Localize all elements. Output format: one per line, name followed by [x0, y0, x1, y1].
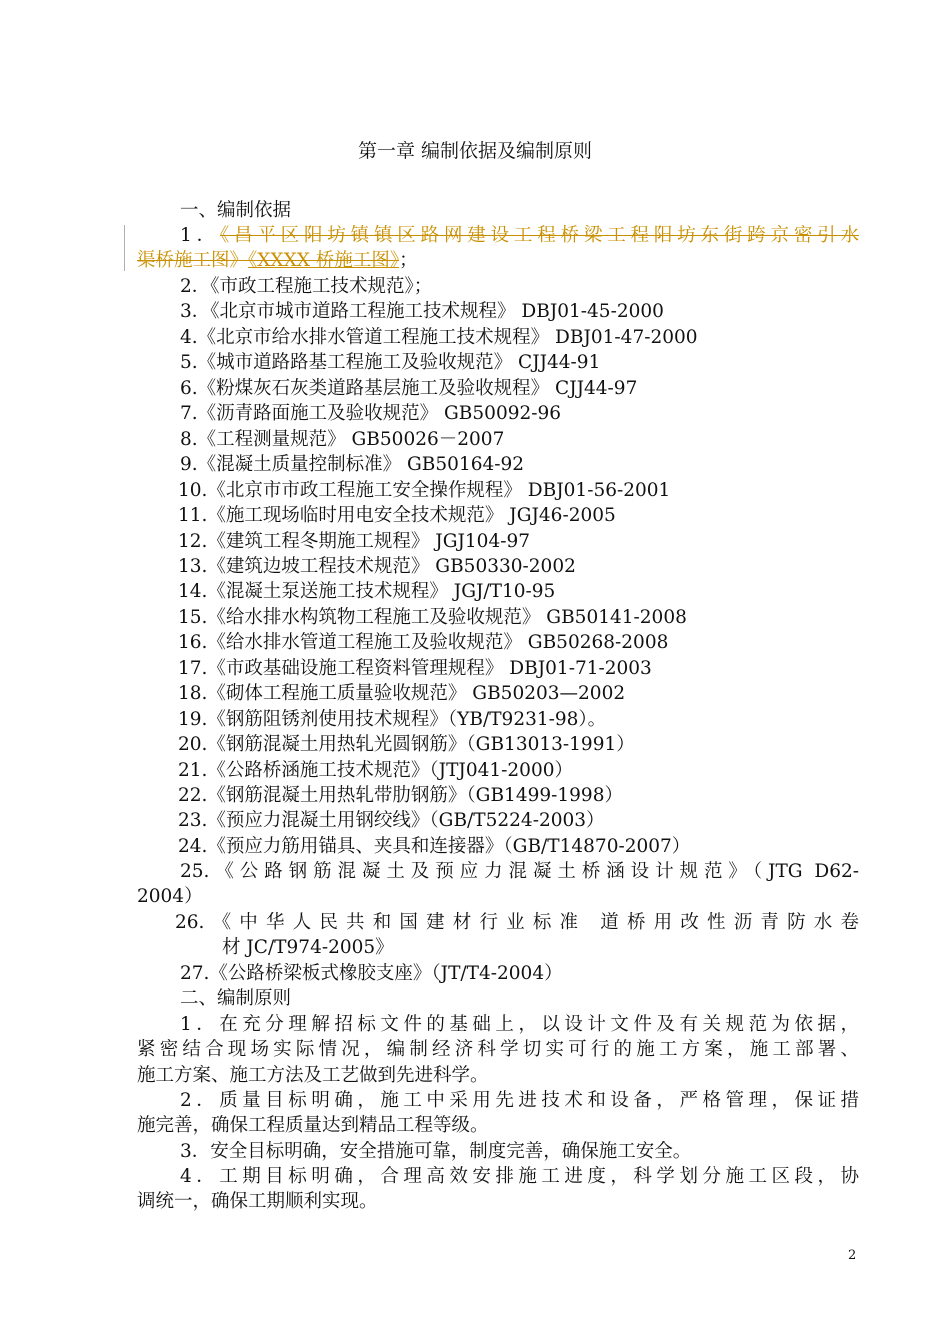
item-number: 1．: [180, 225, 220, 246]
basis-list-item: 4.《北京市给水排水管道工程施工技术规程》 DBJ01-47-2000: [180, 326, 698, 348]
principle-3-line: 3．安全目标明确，安全措施可靠，制度完善，确保施工安全。: [180, 1140, 692, 1162]
basis-list-item: 20.《钢筋混凝土用热轧光圆钢筋》（GB13013-1991）: [178, 734, 635, 756]
basis-item-25-line1: 25.《公路钢筋混凝土及预应力混凝土桥涵设计规范》（JTG D62-: [180, 861, 859, 882]
basis-list-item: 14.《混凝土泵送施工技术规程》 JGJ/T10-95: [178, 581, 556, 603]
basis-list-item: 9.《混凝土质量控制标准》 GB50164-92: [180, 454, 525, 476]
page-number: 2: [848, 1248, 857, 1263]
basis-item-26-line2: 材 JC/T974-2005》: [222, 937, 394, 958]
basis-list-item: 3．《北京市城市道路工程施工技术规程》 DBJ01-45-2000: [180, 301, 664, 323]
principle-2-line: 施完善，确保工程质量达到精品工程等级。: [137, 1115, 489, 1137]
basis-list-item: 6.《粉煤灰石灰类道路基层施工及验收规程》 CJJ44-97: [180, 377, 638, 399]
item-tail: ；: [399, 250, 418, 271]
deleted-text: 渠桥施工图》: [137, 250, 249, 271]
basis-list-item: 21.《公路桥涵施工技术规范》（JTJ041-2000）: [178, 759, 573, 781]
basis-list-item: 22.《钢筋混凝土用热轧带肋钢筋》（GB1499-1998）: [178, 785, 623, 806]
revision-change-bar: [124, 225, 125, 271]
basis-list-item: 18.《砌体工程施工质量验收规范》 GB50203—2002: [178, 683, 626, 705]
principle-1-line: 施工方案、施工方法及工艺做到先进科学。: [137, 1064, 489, 1086]
basis-item-27: 27.《公路桥梁板式橡胶支座》（JT/T4-2004）: [180, 963, 563, 984]
principle-1-line: 1．在充分理解招标文件的基础上，以设计文件及有关规范为依据，: [180, 1014, 859, 1035]
basis-list-item: 13.《建筑边坡工程技术规范》 GB50330-2002: [178, 555, 576, 577]
basis-list-item: 16.《给水排水管道工程施工及验收规范》 GB50268-2008: [178, 632, 669, 654]
basis-list-item: 10.《北京市市政工程施工安全操作规程》 DBJ01-56-2001: [178, 479, 671, 501]
basis-list-item: 8.《工程测量规范》 GB50026－2007: [180, 428, 505, 450]
principle-1-line: 紧密结合现场实际情况，编制经济科学切实可行的施工方案，施工部署、: [137, 1039, 859, 1061]
basis-list-item: 19.《钢筋阻锈剂使用技术规程》（YB/T9231-98）。: [178, 708, 607, 730]
principle-4-line: 调统一，确保工期顺利实现。: [137, 1191, 378, 1213]
basis-list-item: 15.《给水排水构筑物工程施工及验收规范》 GB50141-2008: [178, 606, 687, 628]
basis-list-item: 24.《预应力筋用锚具、夹具和连接器》（GB/T14870-2007）: [178, 835, 691, 857]
principle-4-line: 4．工期目标明确，合理高效安排施工进度，科学划分施工区段，协: [180, 1165, 859, 1187]
basis-item-1-line1: [180, 223, 859, 248]
inserted-text: 《XXXX 桥施工图》: [248, 250, 400, 271]
basis-list-item: 12.《建筑工程冬期施工规程》 JGJ104-97: [178, 530, 531, 552]
section-heading-basis: 一、编制依据: [180, 200, 292, 221]
basis-item-1-line2: [137, 248, 418, 273]
chapter-title: 第一章 编制依据及编制原则: [357, 140, 593, 162]
basis-item-25-line2: 2004）: [137, 886, 203, 907]
basis-list-item: 7.《沥青路面施工及验收规范》 GB50092-96: [180, 403, 562, 425]
basis-list-item: 11.《施工现场临时用电安全技术规范》 JGJ46-2005: [178, 505, 616, 527]
basis-list-item: 23.《预应力混凝土用钢绞线》（GB/T5224-2003）: [178, 810, 605, 832]
principle-2-line: 2．质量目标明确，施工中采用先进技术和设备，严格管理，保证措: [180, 1089, 859, 1111]
basis-list-item: 17.《市政基础设施工程资料管理规程》 DBJ01-71-2003: [178, 657, 652, 679]
basis-list-item: 5.《城市道路路基工程施工及验收规范》 CJJ44-91: [180, 352, 601, 374]
section-heading-principles: 二、编制原则: [180, 988, 292, 1009]
basis-item-26-line1: 26.《中华人民共和国建材行业标准 道桥用改性沥青防水卷: [175, 912, 859, 933]
basis-list-item: 2．《市政工程施工技术规范》；: [180, 276, 433, 297]
deleted-text: 《昌平区阳坊镇镇区路网建设工程桥梁工程阳坊东街跨京密引水: [219, 225, 859, 246]
